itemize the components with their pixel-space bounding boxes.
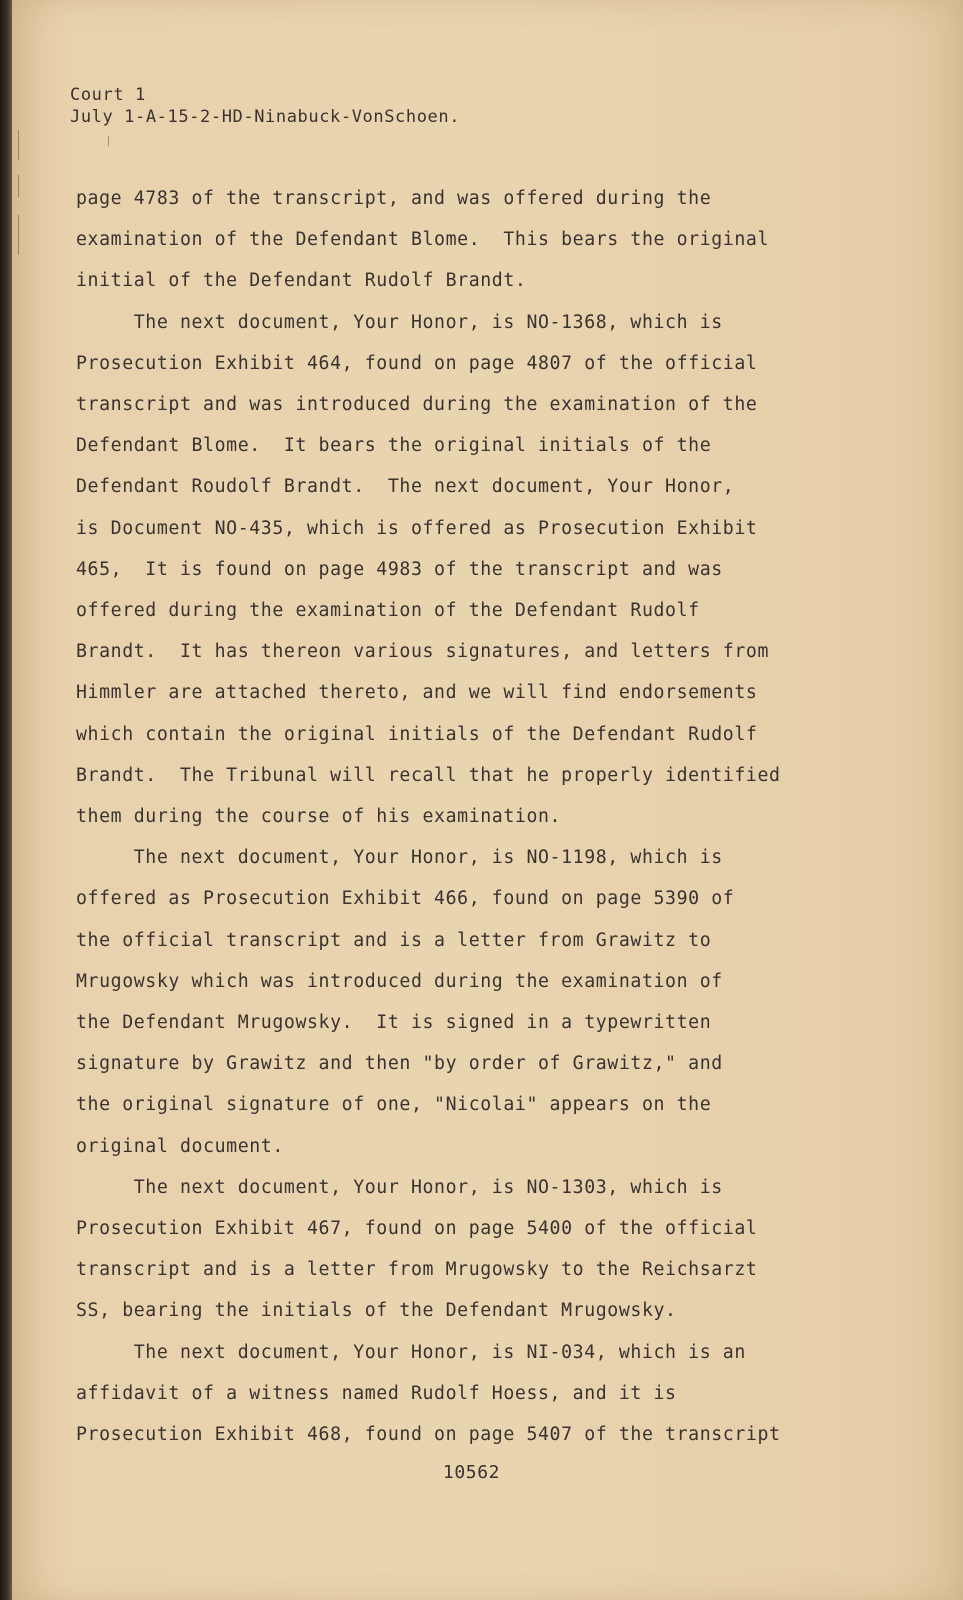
text-line: Prosecution Exhibit 467, found on page 5400 of the official: [76, 1218, 758, 1240]
document-page: [12, 0, 963, 1600]
document-header: [70, 84, 460, 128]
transcript-body: [76, 178, 836, 1455]
binding-edge: [0, 0, 12, 1600]
text-line: page 4783 of the transcript, and was offered during the: [76, 188, 712, 209]
text-line: initial of the Defendant Rudolf Brandt.: [76, 270, 527, 292]
text-line: affidavit of a witness named Rudolf Hoess, and it is: [76, 1382, 677, 1404]
text-line: is Document NO-435, which is offered as Prosecution Exhibit: [76, 517, 758, 539]
text-line: the original signature of one, "Nicolai" appears on the: [76, 1094, 712, 1116]
text-line: original document.: [76, 1135, 284, 1157]
text-line: Prosecution Exhibit 468, found on page 5407 of the transcript: [76, 1424, 781, 1446]
text-line: Brandt. It has thereon various signatures, and letters from: [76, 641, 769, 663]
text-line: signature by Grawitz and then "by order of Grawitz," and: [76, 1053, 723, 1075]
text-line: the Defendant Mrugowsky. It is signed in a typewritten: [76, 1012, 712, 1034]
margin-mark: [18, 175, 19, 197]
text-line: Brandt. The Tribunal will recall that he properly identified: [76, 764, 781, 786]
text-line: 465, It is found on page 4983 of the transcript and was: [76, 558, 723, 580]
text-line: them during the course of his examination.: [76, 806, 562, 828]
text-line: Himmler are attached thereto, and we will find endorsements: [76, 682, 758, 704]
text-line: which contain the original initials of the Defendant Rudolf: [76, 723, 758, 745]
text-line: Defendant Blome. It bears the original initials of the: [76, 435, 712, 457]
text-line: The next document, Your Honor, is NO-1198, which is: [76, 847, 723, 869]
header-reference: July 1-A-15-2-HD-Ninabuck-VonSchoen.: [70, 107, 461, 127]
text-line: The next document, Your Honor, is NI-034, which is an: [76, 1341, 746, 1363]
text-line: examination of the Defendant Blome. This bears the original: [76, 229, 769, 251]
text-line: Prosecution Exhibit 464, found on page 4807 of the official: [76, 352, 758, 374]
page-number: [12, 1462, 951, 1483]
text-line: transcript and was introduced during the examination of the: [76, 394, 758, 416]
text-line: offered as Prosecution Exhibit 466, found on page 5390 of: [76, 888, 735, 910]
text-line: the official transcript and is a letter from Grawitz to: [76, 929, 712, 951]
margin-mark: [18, 215, 19, 255]
text-line: The next document, Your Honor, is NO-1368, which is: [76, 311, 723, 333]
margin-mark: [18, 130, 19, 160]
text-line: Defendant Roudolf Brandt. The next document, Your Honor,: [76, 476, 735, 498]
margin-mark: [108, 136, 109, 146]
text-line: The next document, Your Honor, is NO-1303, which is: [76, 1176, 723, 1198]
header-court: Court 1: [70, 85, 146, 105]
text-line: SS, bearing the initials of the Defendant Mrugowsky.: [76, 1300, 677, 1322]
text-line: offered during the examination of the Defendant Rudolf: [76, 600, 700, 622]
text-line: Mrugowsky which was introduced during the examination of: [76, 970, 723, 992]
page-number-text: 10562: [442, 1462, 501, 1483]
text-line: transcript and is a letter from Mrugowsky to the Reichsarzt: [76, 1259, 758, 1281]
